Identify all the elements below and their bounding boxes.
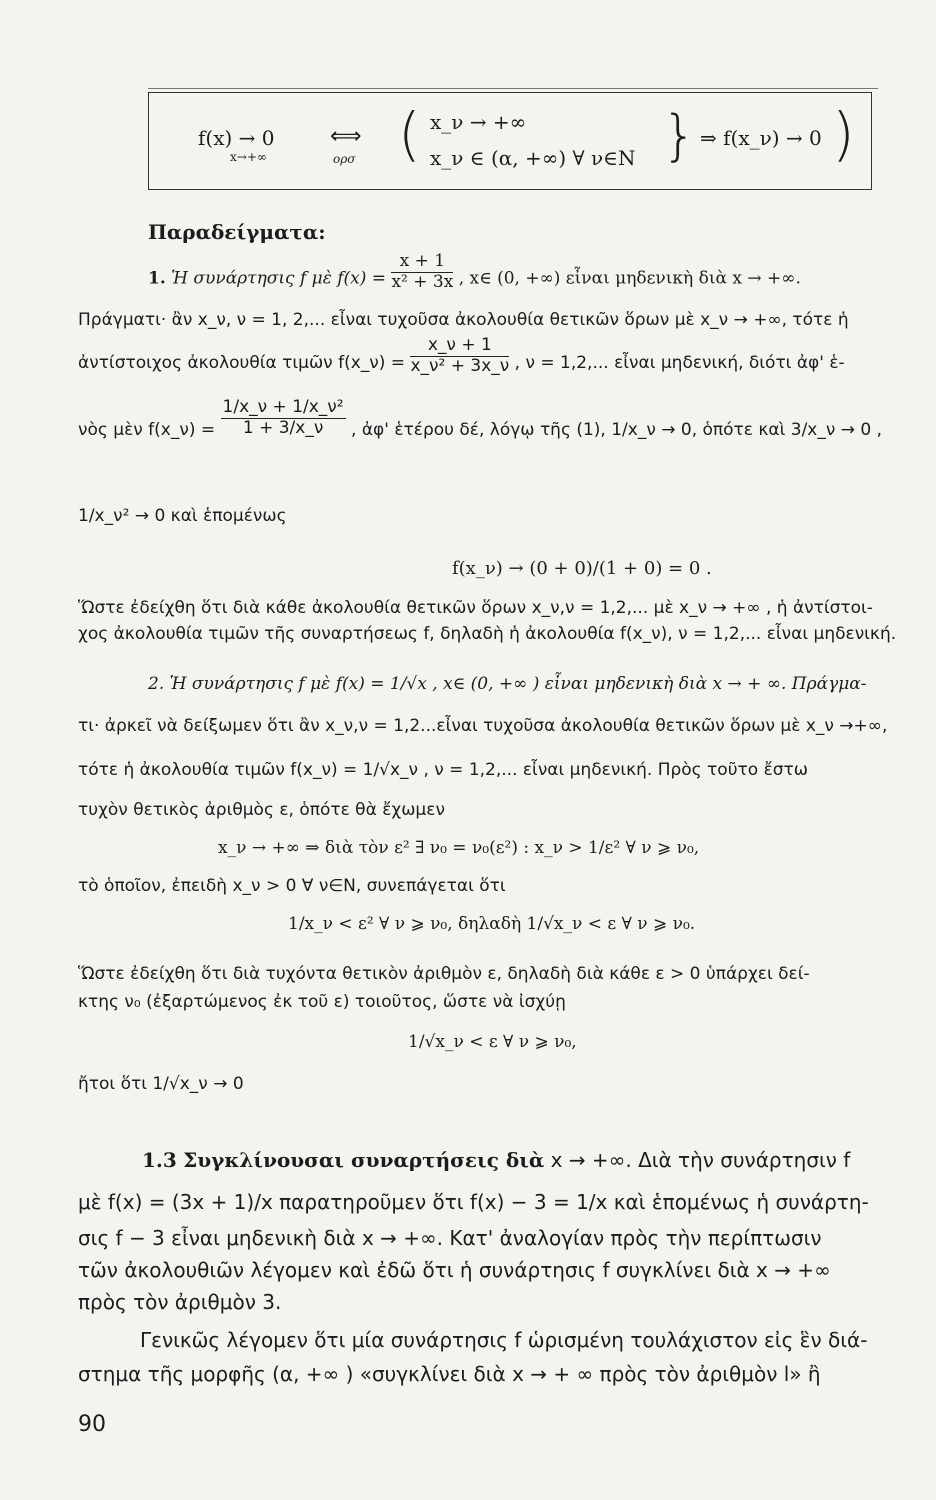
section-heading: Παραδείγματα:: [148, 220, 326, 244]
ex1-frac-den: x² + 3x: [391, 271, 454, 292]
ex1-line6: f(x_ν) → (0 + 0)/(1 + 0) = 0 .: [452, 558, 712, 579]
ex1-line4: [78, 396, 933, 440]
ex1-l3-den: x_ν² + 3x_ν: [410, 355, 510, 376]
sec13-line5: πρὸς τὸν ἀριθμὸν 3.: [78, 1290, 282, 1314]
ex1-l3-fraction: [410, 336, 509, 376]
sec13-heading-tail: x → +∞. Διὰ τὴν συνάρτησιν f: [550, 1148, 851, 1172]
ex2-line10: 1/√x_ν < ε ∀ ν ⩾ ν₀,: [408, 1032, 577, 1052]
ex2-line11: ἤτοι ὅτι 1/√x_ν → 0: [78, 1074, 244, 1094]
box-lhs-under: x→+∞: [230, 150, 267, 164]
ex2-line7: 1/x_ν < ε² ∀ ν ⩾ ν₀, δηλαδὴ 1/√x_ν < ε ∀ ν ⩾ ν₀.: [288, 914, 696, 934]
ex1-l3-num: x_ν + 1: [410, 336, 509, 357]
ex1-l4d: 3/x_ν → 0 ,: [790, 420, 883, 440]
sec13-line6: Γενικῶς λέγομεν ὅτι μία συνάρτησις f ὡρισμένη τουλάχιστον εἰς ἓν διά-: [140, 1328, 868, 1352]
ex1-l3a: ἀντίστοιχος ἀκολουθία τιμῶν f(x_ν) =: [78, 353, 406, 374]
box-open-paren: (: [398, 100, 421, 168]
ex1-l4-num: 1/x_ν + 1/x_ν²: [222, 396, 344, 417]
sec13-line4: τῶν ἀκολουθιῶν λέγομεν καὶ ἐδῶ ὅτι ἡ συνάρτησις f συγκλίνει διὰ x → +∞: [78, 1258, 831, 1282]
ex2-line5: x_ν → +∞ ⇒ διὰ τὸν ε² ∃ ν₀ = ν₀(ε²) : x_ν > 1/ε² ∀ ν ⩾ ν₀,: [218, 838, 700, 858]
page-number: 90: [78, 1412, 106, 1437]
ex1-l4a: νὸς μὲν f(x_ν) =: [78, 420, 216, 440]
ex1-l4-den: 1 + 3/x_ν: [242, 417, 324, 438]
sec13-line7: στημα τῆς μορφῆς (α, +∞ ) «συγκλίνει διὰ x → + ∞ πρὸς τὸν ἀριθμὸν l» ἢ: [78, 1362, 821, 1386]
ex2-line6: τὸ ὁποῖον, ἐπειδὴ x_ν > 0 ∀ ν∈N, συνεπάγεται ὅτι: [78, 876, 506, 896]
ex1-line7: Ὥστε ἐδείχθη ὅτι διὰ κάθε ἀκολουθία θετικῶν ὅρων x_ν,ν = 1,2,... μὲ x_ν → +∞ , ἡ ἀντίστοι-: [78, 598, 873, 618]
ex1-line2: Πράγματι· ἂν x_ν, ν = 1, 2,... εἶναι τυχοῦσα ἀκολουθία θετικῶν ὅρων μὲ x_ν → +∞, τότε ἡ: [78, 310, 849, 330]
ex1-intro-b: , x∈ (0, +∞) εἶναι μηδενικὴ διὰ x → +∞.: [458, 268, 801, 289]
ex1-l4c: 1/x_ν → 0, ὁπότε καὶ: [611, 420, 786, 440]
sec13-num: 1.3: [142, 1148, 177, 1172]
box-iff: ⟺: [330, 124, 362, 149]
ex2-line3: τότε ἡ ἀκολουθία τιμῶν f(x_ν) = 1/√x_ν , ν = 1,2,... εἶναι μηδενική. Πρὸς τοῦτο ἔστω: [78, 760, 809, 780]
box-top-rule: [148, 88, 878, 89]
ex1-line8: χος ἀκολουθία τιμῶν τῆς συναρτήσεως f, δηλαδὴ ἡ ἀκολουθία f(x_ν), ν = 1,2,... εἶναι μηδενική.: [78, 624, 897, 644]
ex1-label: 1.: [148, 268, 166, 289]
sec13-line3: σις f − 3 εἶναι μηδενικὴ διὰ x → +∞. Κατ' ἀναλογίαν πρὸς τὴν περίπτωσιν: [78, 1226, 822, 1250]
ex1-l4-fraction: [221, 398, 346, 438]
sec13-title: Συγκλίνουσαι συναρτήσεις διὰ: [183, 1148, 545, 1172]
ex2-line2: τι· ἀρκεῖ νὰ δείξωμεν ὅτι ἂν x_ν,ν = 1,2...εἶναι τυχοῦσα ἀκολουθία θετικῶν ὅρων μὲ x_ν →+∞,: [78, 716, 888, 736]
ex1-l3b: , ν = 1,2,... εἶναι μηδενική, διότι ἀφ' ἑ-: [514, 353, 845, 374]
ex2-line4: τυχὸν θετικὸς ἀριθμὸς ε, ὁπότε θὰ ἔχωμεν: [78, 800, 445, 820]
ex1-fraction: [391, 252, 453, 292]
ex1-l4b: , ἀφ' ἑτέρου δέ, λόγῳ τῆς (1),: [351, 420, 606, 440]
sec13-line2: μὲ f(x) = (3x + 1)/x παρατηροῦμεν ὅτι f(x) − 3 = 1/x καὶ ἑπομένως ἡ συνάρτη-: [78, 1190, 869, 1214]
ex1-intro: [148, 251, 801, 292]
sec13-heading: [142, 1148, 850, 1172]
ex1-frac-num: x + 1: [391, 252, 453, 273]
box-iff-under: ορσ: [333, 152, 356, 166]
ex1-line5: 1/x_ν² → 0 καὶ ἑπομένως: [78, 506, 287, 526]
box-cond2: x_ν ∈ (α, +∞) ∀ ν∈N: [430, 146, 636, 170]
ex2-line9: κτης ν₀ (ἐξαρτώμενος ἐκ τοῦ ε) τοιοῦτος, ὥστε νὰ ἰσχύῃ: [78, 992, 566, 1012]
box-brace: }: [662, 104, 697, 167]
box-implies: ⇒ f(x_ν) → 0: [700, 126, 822, 150]
box-lhs: f(x) → 0: [198, 126, 275, 150]
box-cond1: x_ν → +∞: [430, 110, 527, 134]
box-close-paren: ): [832, 100, 855, 168]
ex2-line1: 2. Ἡ συνάρτησις f μὲ f(x) = 1/√x , x∈ (0, +∞ ) εἶναι μηδενικὴ διὰ x → + ∞. Πράγμα-: [148, 674, 867, 694]
ex1-intro-a: Ἡ συνάρτησις f μὲ f(x) =: [171, 268, 387, 289]
ex2-line8: Ὥστε ἐδείχθη ὅτι διὰ τυχόντα θετικὸν ἀριθμὸν ε, δηλαδὴ διὰ κάθε ε > 0 ὑπάρχει δεί-: [78, 964, 810, 984]
